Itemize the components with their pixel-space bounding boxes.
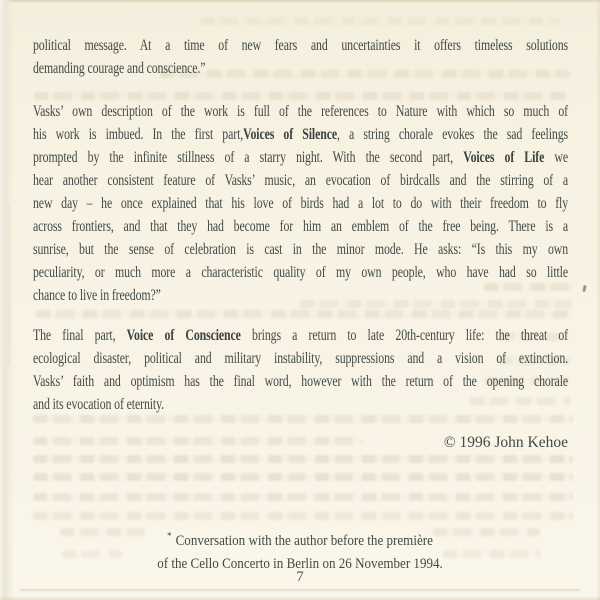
footnote-line-2: of the Cello Concerto in Berlin on 26 November 1994.	[157, 555, 443, 572]
copyright-text: © 1996 John Kehoe	[443, 434, 568, 451]
text-line: Vasks’ own description of the work is full of the references to Nature with which so much of	[33, 103, 569, 120]
text-line: demanding courage and conscience.”	[33, 60, 206, 77]
footnote-asterisk: *	[167, 531, 173, 542]
bleed-through-ghost	[33, 455, 573, 463]
footnote-line-1	[39, 526, 561, 553]
text-line: his work is imbued. In the first part,Voices of Silence, a string chorale evokes the sad feelings	[33, 126, 568, 143]
bleed-through-ghost	[33, 493, 573, 501]
page-edge-left	[0, 0, 14, 600]
page-fold-line	[20, 589, 580, 591]
page-edge-right	[596, 0, 600, 600]
text-line: sunrise, but the sense of celebration is cast in the minor mode. He asks: “Is this my own	[33, 241, 569, 258]
text-line: ecological disaster, political and military instability, suppressions and a vision of extinction.	[33, 350, 569, 367]
text-line: Vasks’ faith and optimism has the final word, however with the return of the opening chorale	[33, 373, 569, 390]
scan-artifact-speck	[582, 285, 586, 292]
text-line: chance to live in freedom?”	[33, 287, 161, 304]
bleed-through-ghost	[34, 92, 570, 100]
page-edge-bottom	[0, 596, 600, 600]
text-line: The final part, Voice of Conscience brings a return to late 20th-century life: the threat of	[33, 327, 568, 344]
paragraph-vasks-description	[33, 100, 568, 307]
bleed-through-ghost	[33, 437, 363, 445]
text-line: hear another consistent feature of Vasks’ music, an evocation of birdcalls and the stirring of a	[33, 172, 569, 189]
copyright-credit	[444, 431, 568, 454]
text-line: prompted by the infinite stillness of a starry night. With the second part, Voices of Life we	[33, 149, 569, 166]
bleed-through-ghost	[33, 473, 573, 481]
paragraph-final-part	[33, 324, 568, 416]
text-line: and its evocation of eternity.	[33, 396, 165, 413]
text-line: political message. At a time of new fears and uncertainties it offers timeless solutions	[33, 37, 569, 54]
text-line: peculiarity, or much more a characteristic quality of my own people, who have had so little	[33, 264, 569, 281]
bleed-through-ghost	[36, 310, 570, 318]
bleed-through-ghost	[33, 512, 573, 520]
page-edge-top	[0, 0, 600, 3]
text-line: across frontiers, and that they had become for him an emblem of the free being. There is a	[33, 218, 569, 235]
page-number: 7	[296, 569, 304, 585]
paragraph-political-message	[33, 34, 568, 80]
footnote-line-1-text: Conversation with the author before the première	[175, 533, 433, 549]
bleed-through-ghost	[200, 17, 560, 25]
bleed-through-ghost	[33, 415, 573, 423]
text-line: new day – he once explained that his love of birds had a lot to do with their freedom to fly	[33, 195, 569, 212]
